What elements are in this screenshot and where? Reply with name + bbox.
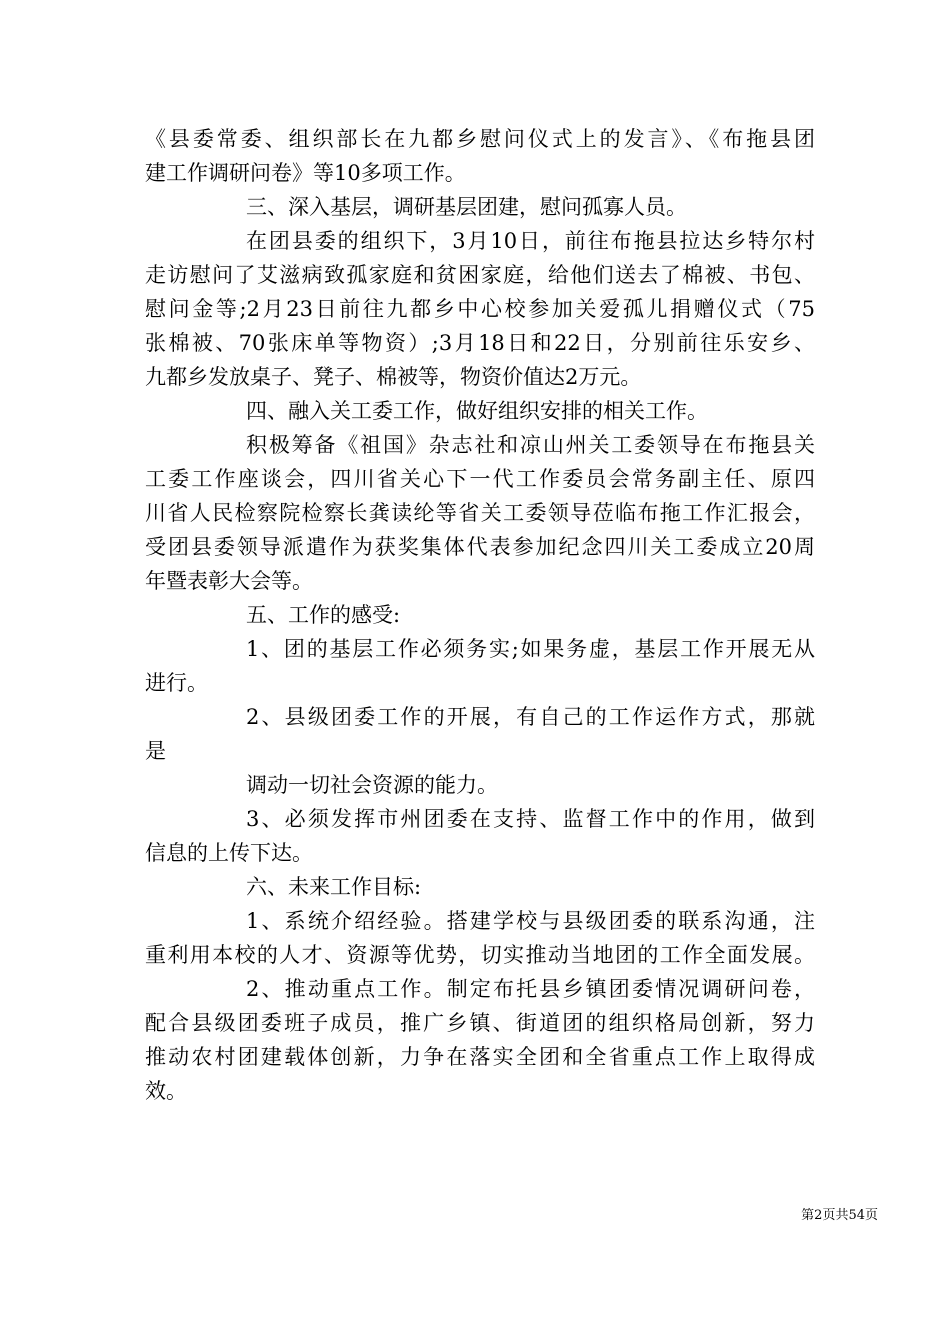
document-body	[145, 122, 815, 1108]
text-line: 推动农村团建载体创新，力争在落实全团和全省重点工作上取得成	[145, 1045, 815, 1069]
text-line: 积极筹备《祖国》杂志社和凉山州关工委领导在布拖县关	[246, 433, 815, 457]
section-heading: 三、深入基层，调研基层团建，慰问孤寡人员。	[246, 195, 687, 219]
section-heading: 六、未来工作目标:	[246, 875, 422, 899]
text-line: 川省人民检察院检察长龚读纶等省关工委领导莅临布拖工作汇报会，	[145, 501, 815, 525]
text-line: 2、县级团委工作的开展，有自己的工作运作方式，那就	[246, 705, 815, 729]
text-line: 2、推动重点工作。制定布托县乡镇团委情况调研问卷，	[246, 977, 815, 1001]
text-line: 年暨表彰大会等。	[145, 569, 313, 593]
text-line: 走访慰问了艾滋病致孤家庭和贫困家庭，给他们送去了棉被、书包、	[145, 263, 815, 287]
text-line: 1、团的基层工作必须务实;如果务虚，基层工作开展无从	[246, 637, 815, 661]
text-line: 调动一切社会资源的能力。	[246, 773, 498, 797]
text-line: 工委工作座谈会，四川省关心下一代工作委员会常务副主任、原四	[145, 467, 815, 491]
text-line: 建工作调研问卷》等10多项工作。	[145, 161, 466, 185]
section-heading: 四、融入关工委工作，做好组织安排的相关工作。	[246, 399, 708, 423]
page-number-footer: 第2页共54页	[801, 1208, 878, 1223]
text-line: 《县委常委、组织部长在九都乡慰问仪式上的发言》、《布拖县团	[145, 127, 815, 151]
section-heading: 五、工作的感受:	[246, 603, 401, 627]
text-line: 重利用本校的人才、资源等优势，切实推动当地团的工作全面发展。	[145, 943, 815, 967]
text-line: 在团县委的组织下，3月10日，前往布拖县拉达乡特尔村	[246, 229, 815, 253]
text-line: 受团县委领导派遣作为获奖集体代表参加纪念四川关工委成立20周	[145, 535, 815, 559]
text-line: 是	[145, 739, 166, 763]
text-line: 九都乡发放桌子、凳子、棉被等，物资价值达2万元。	[145, 365, 642, 389]
text-line: 3、必须发挥市州团委在支持、监督工作中的作用，做到	[246, 807, 815, 831]
text-line: 效。	[145, 1079, 187, 1103]
text-line: 慰问金等;2月23日前往九都乡中心校参加关爱孤儿捐赠仪式（75	[145, 297, 815, 321]
text-line: 进行。	[145, 671, 208, 695]
text-line: 张棉被、70张床单等物资）;3月18日和22日，分别前往乐安乡、	[145, 331, 815, 355]
text-line: 配合县级团委班子成员，推广乡镇、街道团的组织格局创新，努力	[145, 1011, 815, 1035]
text-line: 1、系统介绍经验。搭建学校与县级团委的联系沟通，注	[246, 909, 815, 933]
text-line: 信息的上传下达。	[145, 841, 313, 865]
